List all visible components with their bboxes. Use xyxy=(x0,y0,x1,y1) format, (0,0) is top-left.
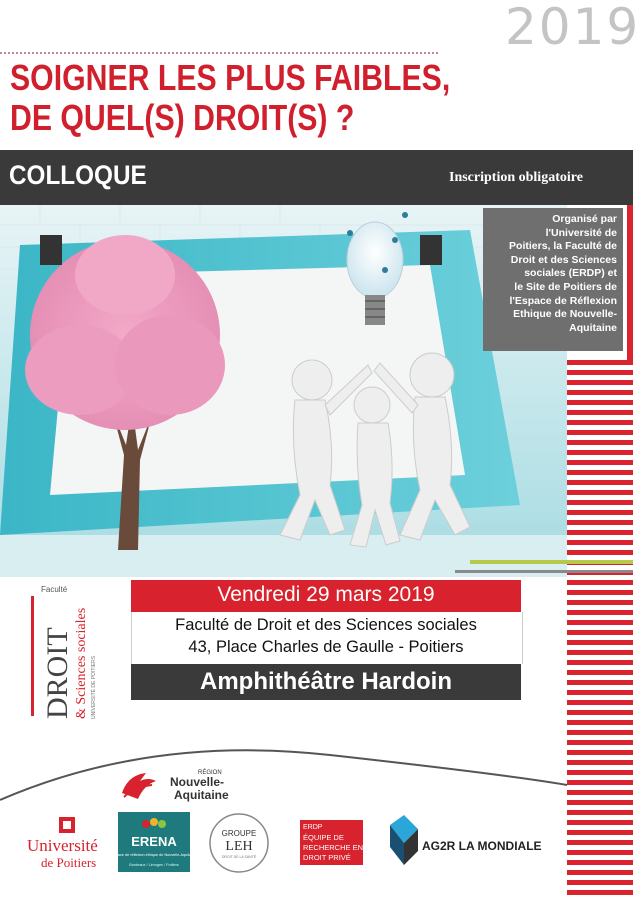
erena-sub: espace de réflexion éthique de Nouvelle-Aquitaine xyxy=(111,853,197,857)
leh-name: LEH xyxy=(225,839,253,854)
address-line-2: 43, Place Charles de Gaulle - Poitiers xyxy=(188,638,464,656)
universite-poitiers-logo xyxy=(25,815,110,873)
organizer-line: l'Université de xyxy=(545,226,617,239)
droit-logo-sciences: & Sciences sociales xyxy=(74,607,89,719)
region-name-1: Nouvelle- xyxy=(170,775,225,789)
region-logo xyxy=(118,765,248,805)
erena-logo xyxy=(111,812,197,872)
droit-logo-droit: DROIT xyxy=(41,627,74,719)
illustration xyxy=(0,205,567,577)
erdp-line-3: DROIT PRIVÉ xyxy=(303,853,351,862)
red-stripes xyxy=(567,360,633,900)
colloque-label: COLLOQUE xyxy=(9,160,147,190)
page-title xyxy=(10,58,450,138)
registration-note: Inscription obligatoire xyxy=(449,170,583,185)
title-line-2: DE QUEL(S) DROIT(S) ? xyxy=(10,97,355,138)
organizer-text xyxy=(490,213,617,335)
leh-top: GROUPE xyxy=(221,829,257,838)
erdp-line-2: RECHERCHE EN xyxy=(303,843,364,852)
univ-name-2: de Poitiers xyxy=(41,855,97,870)
dotted-divider xyxy=(0,52,438,54)
organizer-line: le Site de Poitiers de xyxy=(514,280,617,293)
organizer-line: l'Espace de Réflexion xyxy=(509,294,617,307)
erdp-line-1: ÉQUIPE DE xyxy=(303,833,344,842)
droit-faculty-logo xyxy=(27,584,117,724)
event-date: Vendredi 29 mars 2019 xyxy=(217,583,435,606)
organizer-line: Organisé par xyxy=(552,213,617,225)
organizer-line: sociales (ERDP) et xyxy=(524,267,617,280)
decorative-curve xyxy=(0,725,567,825)
ag2r-logo xyxy=(388,815,542,870)
event-hall: Amphithéâtre Hardoin xyxy=(199,668,453,695)
erdp-logo xyxy=(300,820,363,865)
univ-name-1: Université xyxy=(27,836,98,855)
organizer-line: Poitiers, la Faculté de xyxy=(509,240,617,253)
organizer-line: Droit et des Sciences xyxy=(510,253,617,266)
red-edge xyxy=(627,205,633,360)
organizer-line: Aquitaine xyxy=(569,321,617,334)
erena-name: ERENA xyxy=(131,834,177,849)
region-top: RÉGION xyxy=(198,770,222,776)
title-line-1: SOIGNER LES PLUS FAIBLES, xyxy=(10,57,451,98)
droit-logo-univ: UNIVERSITÉ DE POITIERS xyxy=(91,655,97,719)
ag2r-name: AG2R LA MONDIALE xyxy=(422,839,542,853)
groupe-leh-logo xyxy=(208,812,270,874)
erena-sub-2: Bordeaux / Limoges / Poitiers xyxy=(129,863,179,867)
droit-logo-faculte: Faculté xyxy=(41,585,68,594)
accent-line-green xyxy=(470,560,633,564)
organizer-line: Ethique de Nouvelle- xyxy=(513,308,617,321)
erdp-acronym: ERDP xyxy=(303,824,323,831)
year-label: 2019 xyxy=(505,0,640,56)
address-line-1: Faculté de Droit et des Sciences sociales xyxy=(175,616,477,634)
region-name-2: Aquitaine xyxy=(174,788,229,802)
leh-sub: DROIT DE LA SANTÉ xyxy=(221,855,257,859)
accent-line-grey xyxy=(455,570,633,573)
